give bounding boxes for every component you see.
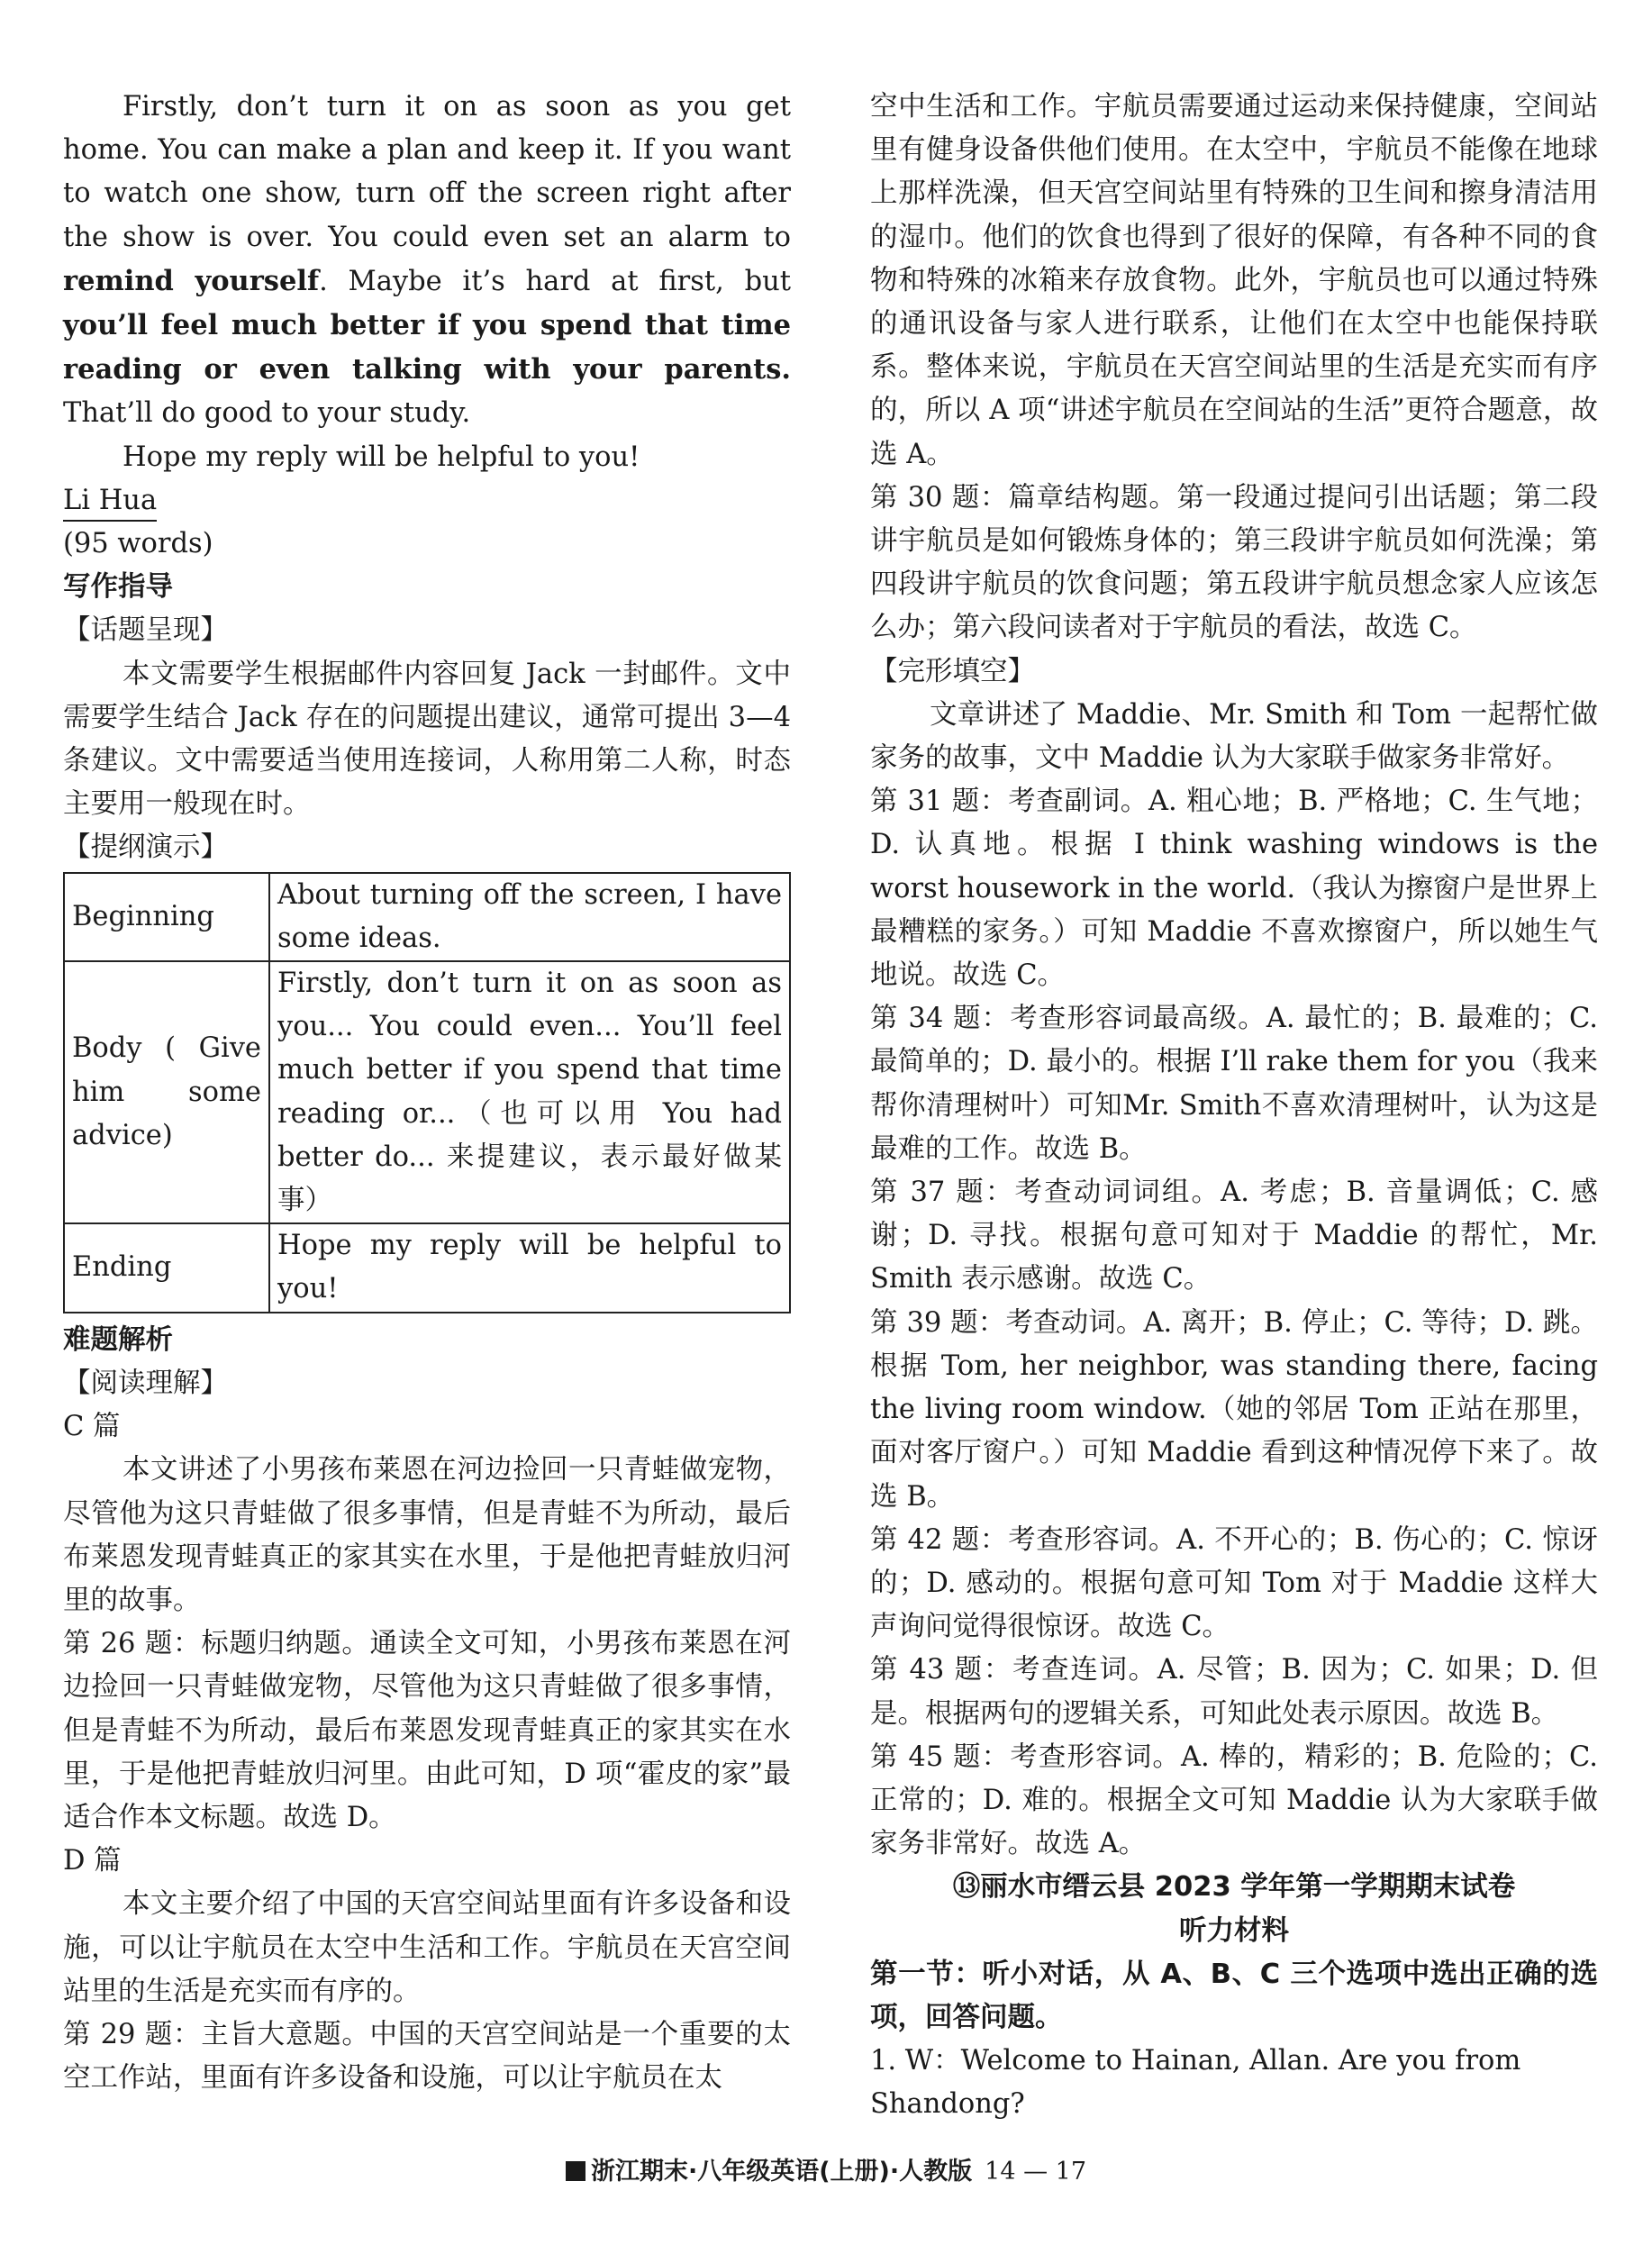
word-count: (95 words) (63, 528, 213, 560)
question-39: 第 39 题：考查动词。A. 离开；B. 停止；C. 等待；D. 跳。根据 Tom, her neighbor, was standing there, facing the living room window.（她的邻居 Tom 正站在那里，面对客厅窗户。）可知 Maddie 看到这种情况停下来了。故选 B。 (870, 1306, 1598, 1513)
page-footer (0, 2151, 1652, 2186)
outline-content: Hope my reply will be helpful to you! (269, 1223, 790, 1312)
outline-part: Ending (64, 1223, 269, 1312)
left-column (63, 86, 791, 2100)
question-29-continued: 空中生活和工作。宇航员需要通过运动来保持健康，空间站里有健身设备供他们使用。在太空中，宇航员不能像在地球上那样洗澡，但天宫空间站里有特殊的卫生间和擦身清洁用的湿巾。他们的饮食也得到了很好的保障，有各种不同的食物和特殊的冰箱来存放食物。此外，宇航员也可以通过特殊的通讯设备与家人进行联系，让他们在太空中也能保持联系。整体来说，宇航员在天宫空间站里的生活是充实而有序的，所以 A 项“讲述宇航员在空间站的生活”更符合题意，故选 A。 (870, 91, 1598, 470)
question-42: 第 42 题：考查形容词。A. 不开心的；B. 伤心的；C. 惊讶的；D. 感动的。根据句意可知 Tom 对于 Maddie 这样大声询问觉得很惊讶。故选 C。 (870, 1523, 1598, 1643)
reading-label: 【阅读理解】 (63, 1367, 228, 1399)
question-45: 第 45 题：考查形容词。A. 棒的，精彩的；B. 危险的；C. 正常的；D. 难的。根据全文可知 Maddie 认为大家联手做家务非常好。故选 A。 (870, 1740, 1598, 1860)
dialog-1: 1. W：Welcome to Hainan, Allan. Are you from Shandong? (870, 2045, 1521, 2121)
passage-d-label: D 篇 (63, 1845, 122, 1877)
question-31: 第 31 题：考查副词。A. 粗心地；B. 严格地；C. 生气地；D. 认真地。根据 I think washing windows is the worst housework in the world.（我认为擦窗户是世界上最糟糕的家务。）可知 Maddie 不喜欢擦窗户，所以她生气地说。故选 C。 (870, 786, 1598, 992)
listening-title: 听力材料 (1179, 1914, 1289, 1947)
table-row (64, 873, 790, 961)
table-row (64, 1223, 790, 1312)
letter-signature: Li Hua (63, 482, 157, 522)
letter-bold-sentence: you’ll feel much better if you spend that time reading or even talking with your parents. (63, 309, 791, 386)
question-37: 第 37 题：考查动词词组。A. 考虑；B. 音量调低；C. 感谢；D. 寻找。根据句意可知对于 Maddie 的帮忙，Mr. Smith 表示感谢。故选 C。 (870, 1177, 1598, 1295)
difficult-heading: 难题解析 (63, 1323, 173, 1356)
exam-title: ⑬丽水市缙云县 2023 学年第一学期期末试卷 (952, 1871, 1516, 1904)
outline-part: Beginning (64, 873, 269, 961)
passage-c-label: C 篇 (63, 1411, 121, 1443)
question-30: 第 30 题：篇章结构题。第一段通过提问引出话题；第二段讲宇航员是如何锻炼身体的；第三段讲宇航员如何洗澡；第四段讲宇航员的饮食问题；第五段讲宇航员想念家人应该怎么办；第六段问读者对于宇航员的看法，故选 C。 (870, 481, 1598, 644)
question-26: 第 26 题：标题归纳题。通读全文可知，小男孩布莱恩在河边捡回一只青蛙做宠物，尽管他为这只青蛙做了很多事情，但是青蛙不为所动，最后布莱恩发现青蛙真正的家其实在水里，于是他把青蛙放归河里。由此可知，D 项“霍皮的家”最适合作本文标题。故选 D。 (63, 1628, 791, 1833)
square-icon (566, 2161, 585, 2181)
outline-table (63, 872, 791, 1313)
letter-text-mid: . Maybe it’s hard at first, but (319, 265, 792, 297)
outline-content: Firstly, don’t turn it on as soon as you... You could even... You’ll feel much better if you spend that time reading or...（也可以用 You had better do... 来提建议，表示最好做某事） (269, 961, 790, 1223)
passage-c-summary: 本文讲述了小男孩布莱恩在河边捡回一只青蛙做宠物，尽管他为这只青蛙做了很多事情，但是青蛙不为所动，最后布莱恩发现青蛙真正的家其实在水里，于是他把青蛙放归河里的故事。 (63, 1454, 791, 1616)
outline-part: Body ( Give him some advice) (64, 961, 269, 1223)
passage-d-summary: 本文主要介绍了中国的天宫空间站里面有许多设备和设施，可以让宇航员在太空中生活和工作。宇航员在天宫空间站里的生活是充实而有序的。 (63, 1888, 791, 2007)
question-34: 第 34 题：考查形容词最高级。A. 最忙的；B. 最难的；C. 最简单的；D. 最小的。根据 I’ll rake them for you（我来帮你清理树叶）可知Mr. Smith不喜欢清理树叶，认为这是最难的工作。故选 B。 (870, 1003, 1598, 1165)
letter-signature-line (63, 479, 791, 523)
cloze-label: 【完形填空】 (870, 655, 1035, 687)
outline-label: 【提纲演示】 (63, 832, 228, 864)
right-column (870, 86, 1598, 2127)
footer-title: 浙江期末·八年级英语(上册)·人教版 (590, 2158, 973, 2186)
cloze-summary: 文章讲述了 Maddie、Mr. Smith 和 Tom 一起帮忙做家务的故事，文中 Maddie 认为大家联手做家务非常好。 (870, 698, 1598, 775)
letter-body (63, 86, 791, 436)
page-number: 14 — 17 (985, 2158, 1087, 2186)
sample-letter (63, 86, 791, 566)
letter-text-end: That’ll do good to your study. (63, 397, 471, 430)
outline-content: About turning off the screen, I have some ideas. (269, 873, 790, 961)
letter-closing: Hope my reply will be helpful to you! (123, 441, 640, 473)
letter-bold-phrase: remind yourself (63, 264, 320, 297)
writing-guide-heading: 写作指导 (63, 571, 173, 604)
question-43: 第 43 题：考查连词。A. 尽管；B. 因为；C. 如果；D. 但是。根据两句的逻辑关系，可知此处表示原因。故选 B。 (870, 1654, 1598, 1730)
letter-text: Firstly, don’t turn it on as soon as you get home. You can make a plan and keep it. If you want to watch one show, turn off the screen right after the show is over. You could even set an alarm to (63, 91, 791, 253)
section-1-instruction: 第一节：听小对话，从 A、B、C 三个选项中选出正确的选项，回答问题。 (870, 1958, 1598, 2033)
topic-text: 本文需要学生根据邮件内容回复 Jack 一封邮件。文中需要学生结合 Jack 存在的问题提出建议，通常可提出 3—4 条建议。文中需要适当使用连接词，人称用第二人称，时态主要用一般现在时。 (63, 658, 791, 821)
topic-label: 【话题呈现】 (63, 614, 228, 647)
question-29: 第 29 题：主旨大意题。中国的天宫空间站是一个重要的太空工作站，里面有许多设备和设施，可以让宇航员在太 (63, 2018, 791, 2095)
table-row (64, 961, 790, 1223)
